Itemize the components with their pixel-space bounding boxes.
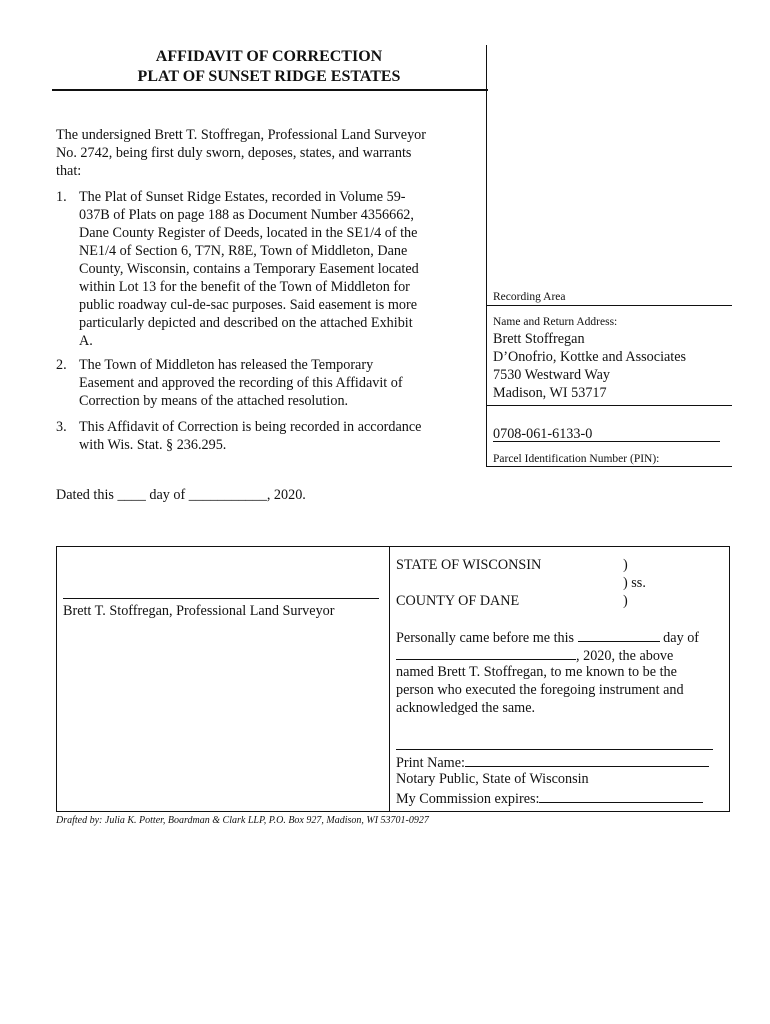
recording-area-label: Recording Area <box>493 291 566 303</box>
item-line: particularly depicted and described on the attached Exhibit <box>79 315 413 331</box>
item-line: The Town of Middleton has released the Temporary <box>79 357 374 373</box>
commission-row <box>396 788 714 808</box>
item-text <box>79 188 457 350</box>
item-number: 1. <box>56 189 67 205</box>
pin-underline <box>493 441 720 442</box>
pin-label: Parcel Identification Number (PIN): <box>493 453 660 465</box>
item-line: with Wis. Stat. § 236.295. <box>79 437 227 453</box>
document-subtitle: PLAT OF SUNSET RIDGE ESTATES <box>137 68 401 85</box>
intro-line: No. 2742, being first duly sworn, deposes, states, and warrants <box>56 145 412 161</box>
item-text <box>79 356 457 410</box>
return-line: 7530 Westward Way <box>493 367 610 383</box>
ss-label: ) ss. <box>623 575 646 591</box>
print-name-row <box>396 752 714 772</box>
list-item <box>56 188 456 350</box>
item-number: 2. <box>56 357 67 373</box>
recording-area-divider <box>487 305 732 306</box>
return-address-divider <box>487 405 732 406</box>
notary-text: day of <box>663 630 700 646</box>
drafted-by-footer: Drafted by: Julia K. Potter, Boardman & Clark LLP, P.O. Box 927, Madison, WI 53701-0927 <box>56 815 429 826</box>
item-line: The Plat of Sunset Ridge Estates, recorded in Volume 59- <box>79 189 406 205</box>
notary-line-4: person who executed the foregoing instrument and <box>396 682 684 698</box>
title-divider <box>52 89 488 91</box>
paren-1: ) <box>623 557 628 573</box>
list-item <box>56 418 456 454</box>
day-blank[interactable] <box>578 627 660 642</box>
commission-label: My Commission expires: <box>396 791 540 807</box>
signer-name: Brett T. Stoffregan, Professional Land Surveyor <box>63 603 335 619</box>
document-title: AFFIDAVIT OF CORRECTION <box>155 48 383 65</box>
intro-line: that: <box>56 163 82 179</box>
notary-line-1 <box>396 627 726 647</box>
item-line: This Affidavit of Correction is being recorded in accordance <box>79 419 422 435</box>
county-label: COUNTY OF DANE <box>396 593 520 609</box>
paren-3: ) <box>623 593 628 609</box>
column-divider <box>486 45 487 467</box>
item-number: 3. <box>56 419 67 435</box>
return-address-label: Name and Return Address: <box>493 316 618 328</box>
item-line: within Lot 13 for the benefit of the Town of Middleton for <box>79 279 410 295</box>
return-line: Brett Stoffregan <box>493 331 585 347</box>
pin-value: 0708-061-6133-0 <box>493 426 593 442</box>
commission-blank[interactable] <box>539 788 703 803</box>
notary-text: , 2020, the above <box>576 648 674 664</box>
notary-public-label: Notary Public, State of Wisconsin <box>396 771 589 787</box>
item-text <box>79 418 457 454</box>
item-line: A. <box>79 333 93 349</box>
item-line: Correction by means of the attached resolution. <box>79 393 349 409</box>
signature-line[interactable] <box>63 598 379 599</box>
pin-divider <box>487 466 732 467</box>
dated-line[interactable]: Dated this ____ day of ___________, 2020. <box>56 487 306 503</box>
item-line: Easement and approved the recording of this Affidavit of <box>79 375 403 391</box>
item-line: public roadway cul-de-sac purposes. Said easement is more <box>79 297 418 313</box>
print-name-label: Print Name: <box>396 755 465 771</box>
table-column-divider <box>389 546 390 812</box>
list-item <box>56 356 456 410</box>
intro-line: The undersigned Brett T. Stoffregan, Professional Land Surveyor <box>56 127 426 143</box>
state-label: STATE OF WISCONSIN <box>396 557 542 573</box>
return-address <box>493 330 686 402</box>
notary-signature-line[interactable] <box>396 749 713 750</box>
notary-line-5: acknowledged the same. <box>396 700 536 716</box>
item-line: NE1/4 of Section 6, T7N, R8E, Town of Middleton, Dane <box>79 243 408 259</box>
return-line: Madison, WI 53717 <box>493 385 607 401</box>
return-line: D’Onofrio, Kottke and Associates <box>493 349 687 365</box>
notary-text: Personally came before me this <box>396 630 575 646</box>
month-blank[interactable] <box>396 645 576 660</box>
intro-paragraph <box>56 126 456 180</box>
print-name-blank[interactable] <box>465 752 709 767</box>
notary-line-3: named Brett T. Stoffregan, to me known to be the <box>396 664 677 680</box>
item-line: Dane County Register of Deeds, located in the SE1/4 of the <box>79 225 418 241</box>
item-line: County, Wisconsin, contains a Temporary Easement located <box>79 261 419 277</box>
item-line: 037B of Plats on page 188 as Document Number 4356662, <box>79 207 414 223</box>
notary-line-2 <box>396 645 726 665</box>
